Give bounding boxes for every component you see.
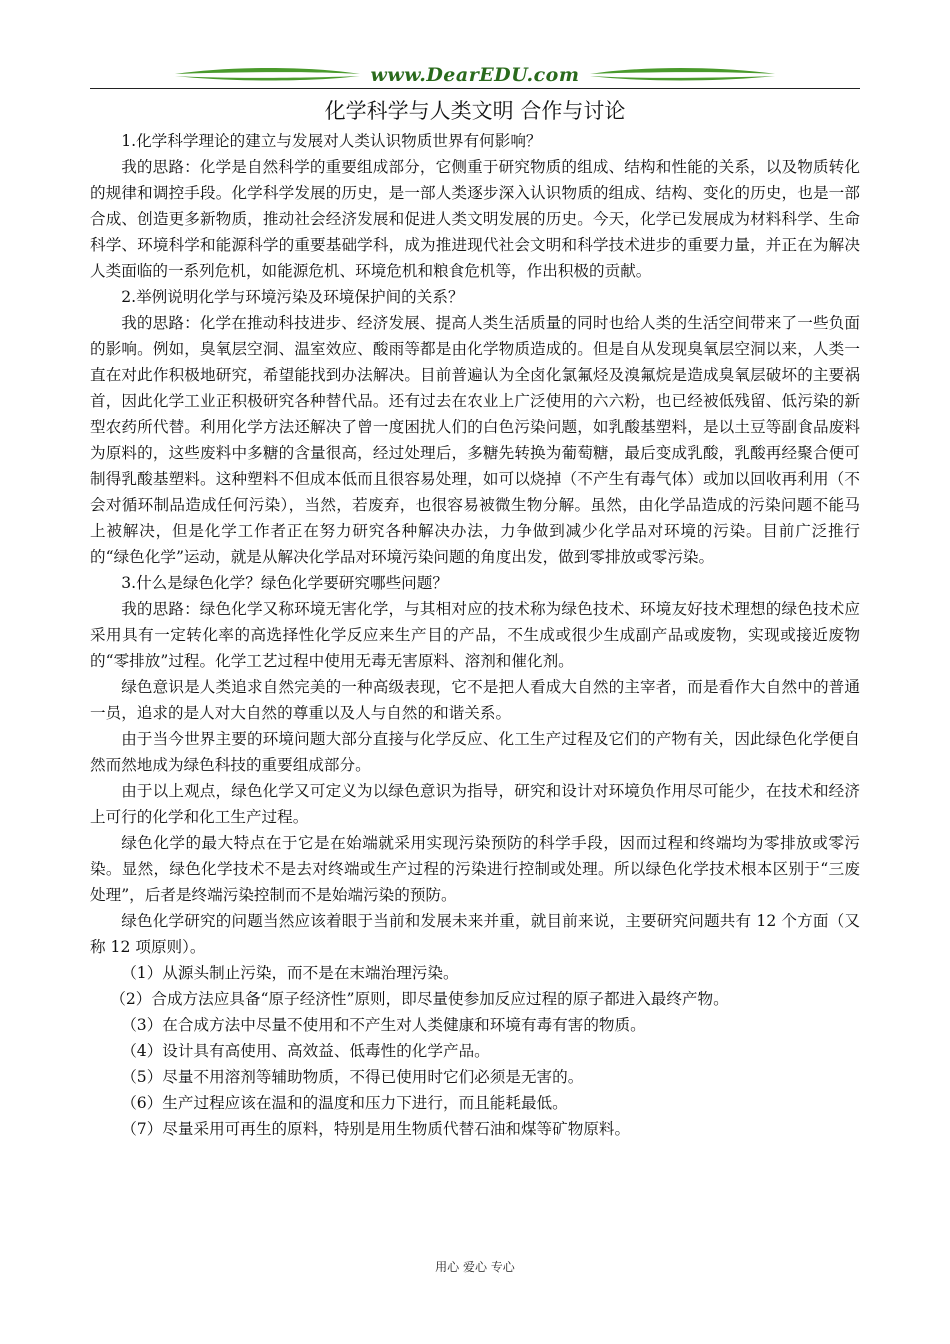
answer-2: 我的思路：化学在推动科技进步、经济发展、提高人类生活质量的同时也给人类的生活空间带来了一些负面的影响。例如，臭氧层空洞、温室效应、酸雨等都是由化学物质造成的。但是自从发现臭氧层空洞以来，人类一直在对此作积极地研究，希望能找到办法解决。目前普遍认为全卤化氯氟烃及溴氟烷是造成臭氧层破坏的主要祸首，因此化学工业正积极研究各种替代品。还有过去在农业上广泛使用的六六粉，也已经被低残留、低污染的新型农药所代替。利用化学方法还解决了曾一度困扰人们的白色污染问题，如乳酸基塑料，是以土豆等副食品废料为原料的，这些废料中多糖的含量很高，经过处理后，多糖先转换为葡萄糖，最后变成乳酸，乳酸再经聚合便可制得乳酸基塑料。这种塑料不但成本低而且很容易处理，如可以烧掉（不产生有毒气体）或加以回收再利用（不会对循环制品造成任何污染），当然，若废弃，也很容易被微生物分解。虽然，由化学品造成的污染问题不能马上被解决，但是化学工作者正在努力研究各种解决办法，力争做到减少化学品对环境的污染。目前广泛推行的“绿色化学”运动，就是从解决化学品对环境污染问题的角度出发，做到零排放或零污染。 bbox=[90, 314, 860, 566]
site-logo: www.DearEDU.com bbox=[370, 64, 580, 86]
answer-1: 我的思路：化学是自然科学的重要组成部分，它侧重于研究物质的组成、结构和性能的关系，以及物质转化的规律和调控手段。化学科学发展的历史，是一部人类逐步深入认识物质的组成、结构、变化的历史，也是一部合成、创造更多新物质，推动社会经济发展和促进人类文明发展的历史。今天，化学已发展成为材料科学、生命科学、环境科学和能源科学的重要基础学科，成为推进现代社会文明和科学技术进步的重要力量，并正在为解决人类面临的一系列危机，如能源危机、环境危机和粮食危机等，作出积极的贡献。 bbox=[90, 158, 860, 280]
principle-item: （1）从源头制止污染，而不是在末端治理污染。 bbox=[121, 964, 459, 982]
answer-3-paragraph: 绿色化学研究的问题当然应该着眼于当前和发展未来并重，就目前来说，主要研究问题共有 12 个方面（又称 12 项原则）。 bbox=[90, 912, 860, 956]
header-divider bbox=[90, 88, 860, 89]
document-body bbox=[90, 128, 860, 1142]
answer-3-paragraph: 由于当今世界主要的环境问题大部分直接与化学反应、化工生产过程及它们的产物有关，因此绿色化学便自然而然地成为绿色科技的重要组成部分。 bbox=[90, 730, 860, 774]
answer-3-paragraph: 我的思路：绿色化学又称环境无害化学，与其相对应的技术称为绿色技术、环境友好技术理想的绿色技术应采用具有一定转化率的高选择性化学反应来生产目的产品，不生成或很少生成副产品或废物，实现或接近废物的“零排放”过程。化学工艺过程中使用无毒无害原料、溶剂和催化剂。 bbox=[90, 600, 860, 670]
answer-3-paragraph: 绿色化学的最大特点在于它是在始端就采用实现污染预防的科学手段，因而过程和终端均为零排放或零污染。显然，绿色化学技术不是去对终端或生产过程的污染进行控制或处理。所以绿色化学技术根本区别于“三废处理”，后者是终端污染控制而不是始端污染的预防。 bbox=[90, 834, 860, 904]
principle-item: （2）合成方法应具备“原子经济性”原则，即尽量使参加反应过程的原子都进入最终产物。 bbox=[110, 990, 729, 1008]
question-1: 1.化学科学理论的建立与发展对人类认识物质世界有何影响？ bbox=[121, 132, 542, 150]
question-2: 2.举例说明化学与环境污染及环境保护间的关系？ bbox=[121, 288, 464, 306]
answer-3-paragraph: 由于以上观点，绿色化学又可定义为以绿色意识为指导，研究和设计对环境负作用尽可能少，在技术和经济上可行的化学和化工生产过程。 bbox=[90, 782, 860, 826]
principle-item: （6）生产过程应该在温和的温度和压力下进行，而且能耗最低。 bbox=[121, 1094, 568, 1112]
question-3: 3.什么是绿色化学？绿色化学要研究哪些问题？ bbox=[121, 574, 448, 592]
principle-item: （4）设计具有高使用、高效益、低毒性的化学产品。 bbox=[121, 1042, 490, 1060]
principle-item: （5）尽量不用溶剂等辅助物质，不得已使用时它们必须是无害的。 bbox=[121, 1068, 584, 1086]
principle-item: （3）在合成方法中尽量不使用和不产生对人类健康和环境有毒有害的物质。 bbox=[121, 1016, 646, 1034]
principle-item: （7）尽量采用可再生的原料，特别是用生物质代替石油和煤等矿物原料。 bbox=[121, 1120, 631, 1138]
page-title: 化学科学与人类文明 合作与讨论 bbox=[324, 99, 626, 123]
answer-3-paragraph: 绿色意识是人类追求自然完美的一种高级表现，它不是把人看成大自然的主宰者，而是看作大自然中的普通一员，追求的是人对大自然的尊重以及人与自然的和谐关系。 bbox=[90, 678, 860, 722]
page-footer: 用心 爱心 专心 bbox=[435, 1260, 515, 1274]
